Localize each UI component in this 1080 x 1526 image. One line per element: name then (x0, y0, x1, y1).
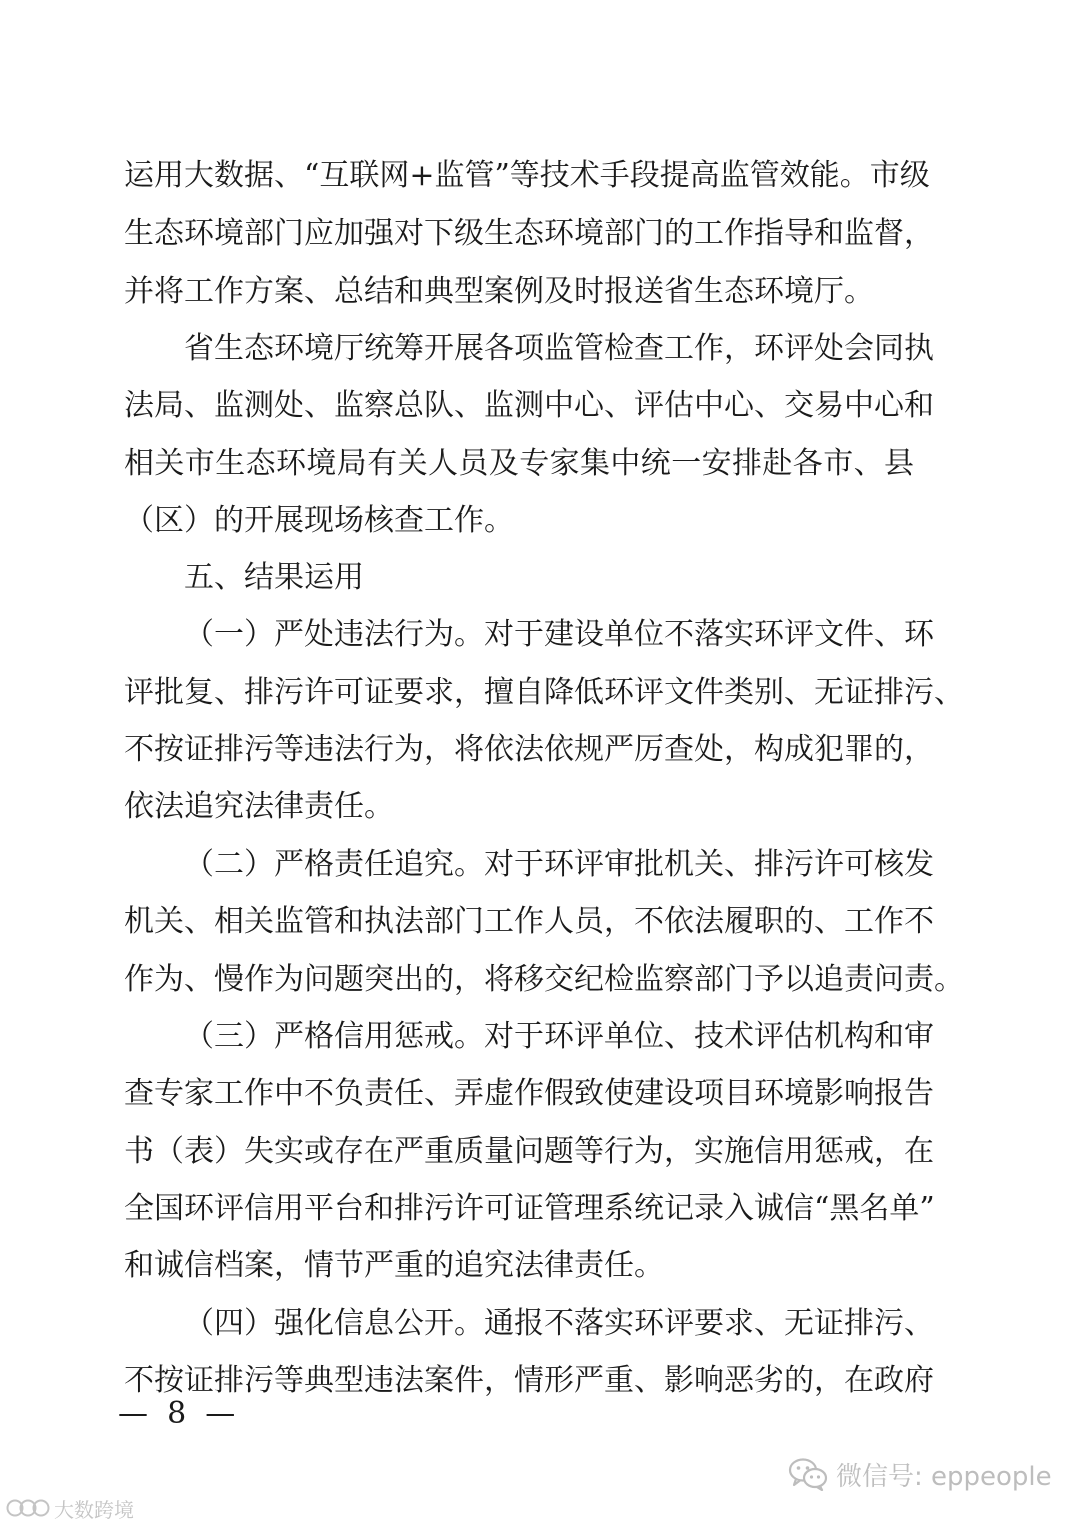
text-line: 全国环评信用平台和排污许可证管理系统记录入诚信“黑名单” (124, 1191, 935, 1226)
text-line: （四）强化信息公开。通报不落实环评要求、无证排污、 (184, 1306, 934, 1341)
text-line: （区）的开展现场核查工作。 (124, 503, 514, 538)
text-line: 不按证排污等典型违法案件，情形严重、影响恶劣的，在政府 (124, 1363, 934, 1398)
wechat-icon (788, 1457, 828, 1491)
wechat-watermark (788, 1452, 1052, 1496)
text-line: 作为、慢作为问题突出的，将移交纪检监察部门予以追责问责。 (124, 962, 964, 997)
text-line: 法局、监测处、监察总队、监测中心、评估中心、交易中心和 (124, 388, 934, 423)
wechat-id: 微信号: eppeople (836, 1461, 1052, 1492)
text-line: 机关、相关监管和执法部门工作人员，不依法履职的、工作不 (124, 904, 934, 939)
text-line: 并将工作方案、总结和典型案例及时报送省生态环境厅。 (124, 274, 874, 309)
text-line: 运用大数据、“互联网+监管”等技术手段提高监管效能。市级 (124, 158, 930, 193)
text-line: 和诚信档案，情节严重的追究法律责任。 (124, 1248, 664, 1283)
text-line: 省生态环境厅统筹开展各项监管检查工作，环评处会同执 (184, 331, 934, 366)
text-line: 不按证排污等违法行为，将依法依规严厉查处，构成犯罪的， (124, 732, 934, 767)
text-line: （三）严格信用惩戒。对于环评单位、技术评估机构和审 (184, 1019, 934, 1054)
text-line: 依法追究法律责任。 (124, 789, 394, 824)
bigdata-watermark (6, 1493, 134, 1523)
section-heading: 五、结果运用 (184, 560, 364, 595)
text-line: 书（表）失实或存在严重质量问题等行为，实施信用惩戒，在 (124, 1134, 934, 1169)
text-line: 生态环境部门应加强对下级生态环境部门的工作指导和监督， (124, 216, 934, 251)
bigdata-logo-icon (6, 1496, 50, 1520)
text-line: 查专家工作中不负责任、弄虚作假致使建设项目环境影响报告 (124, 1076, 934, 1111)
text-line: （一）严处违法行为。对于建设单位不落实环评文件、环 (184, 617, 934, 652)
bigdata-label: 大数跨境 (54, 1497, 134, 1522)
page-number: — 8 — (118, 1396, 236, 1431)
text-line: 评批复、排污许可证要求，擅自降低环评文件类别、无证排污、 (124, 675, 964, 710)
text-line: 相关市生态环境局有关人员及专家集中统一安排赴各市、县 (124, 446, 914, 481)
text-line: （二）严格责任追究。对于环评审批机关、排污许可核发 (184, 847, 934, 882)
